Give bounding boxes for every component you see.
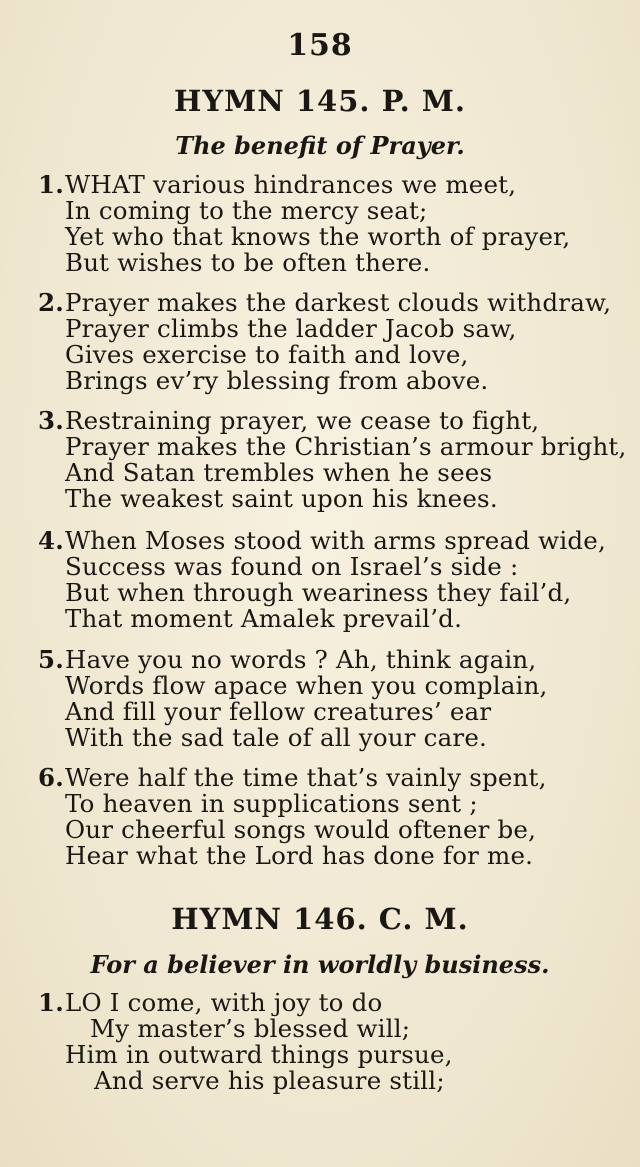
verse-line: But wishes to be often there. <box>65 248 431 277</box>
verse-line: And Satan trembles when he sees <box>65 458 493 487</box>
verse-line: And serve his pleasure still; <box>94 1066 445 1095</box>
hymn-145-verse-2 <box>38 290 628 394</box>
hymn-145-subtitle: The benefit of Prayer. <box>175 131 465 160</box>
verse-number: 4. <box>38 526 64 555</box>
verse-line: My master’s blessed will; <box>90 1014 411 1043</box>
verse-line: Prayer makes the Christian’s armour bright, <box>65 432 627 461</box>
verse-line: Gives exercise to faith and love, <box>65 340 469 369</box>
page-number: 158 <box>287 28 353 63</box>
verse-line: To heaven in supplications sent ; <box>65 789 478 818</box>
verse-line: 1.LO I come, with joy to do <box>38 988 383 1017</box>
verse-number: 1. <box>38 988 64 1017</box>
verse-line: The weakest saint upon his knees. <box>65 484 498 513</box>
hymn-145-verse-5 <box>38 647 628 751</box>
hymn-146-title: HYMN 146. C. M. <box>171 902 469 936</box>
verse-line: 6.Were half the time that’s vainly spent, <box>38 763 547 792</box>
hymn-145-verse-1 <box>38 172 628 276</box>
verse-line: Success was found on Israel’s side : <box>65 552 519 581</box>
hymn-145-verse-6 <box>38 765 628 869</box>
verse-line: That moment Amalek prevail’d. <box>65 604 463 633</box>
hymn-145-title: HYMN 145. P. M. <box>174 84 466 118</box>
verse-line: Words flow apace when you complain, <box>65 671 548 700</box>
verse-number: 6. <box>38 763 64 792</box>
verse-line: 4.When Moses stood with arms spread wide, <box>38 526 606 555</box>
verse-line: 2.Prayer makes the darkest clouds withdraw, <box>38 288 612 317</box>
hymn-146-subtitle: For a believer in worldly business. <box>90 950 550 979</box>
verse-line: 5.Have you no words ? Ah, think again, <box>38 645 537 674</box>
verse-line: Our cheerful songs would oftener be, <box>65 815 537 844</box>
verse-line: Brings ev’ry blessing from above. <box>65 366 489 395</box>
verse-line: With the sad tale of all your care. <box>65 723 488 752</box>
verse-number: 2. <box>38 288 64 317</box>
verse-number: 1. <box>38 170 64 199</box>
verse-line: 3.Restraining prayer, we cease to fight, <box>38 406 540 435</box>
verse-line: Hear what the Lord has done for me. <box>65 841 534 870</box>
verse-line: 1.WHAT various hindrances we meet, <box>38 170 517 199</box>
verse-line: Him in outward things pursue, <box>65 1040 453 1069</box>
verse-line: Prayer climbs the ladder Jacob saw, <box>65 314 517 343</box>
verse-number: 5. <box>38 645 64 674</box>
hymn-146-verse-1 <box>38 990 628 1094</box>
hymn-145-verse-4 <box>38 528 628 632</box>
verse-line: Yet who that knows the worth of prayer, <box>65 222 571 251</box>
hymn-145-verse-3 <box>38 408 628 512</box>
verse-line: And fill your fellow creatures’ ear <box>65 697 492 726</box>
verse-number: 3. <box>38 406 64 435</box>
verse-line: In coming to the mercy seat; <box>65 196 428 225</box>
verse-line: But when through weariness they fail’d, <box>65 578 572 607</box>
